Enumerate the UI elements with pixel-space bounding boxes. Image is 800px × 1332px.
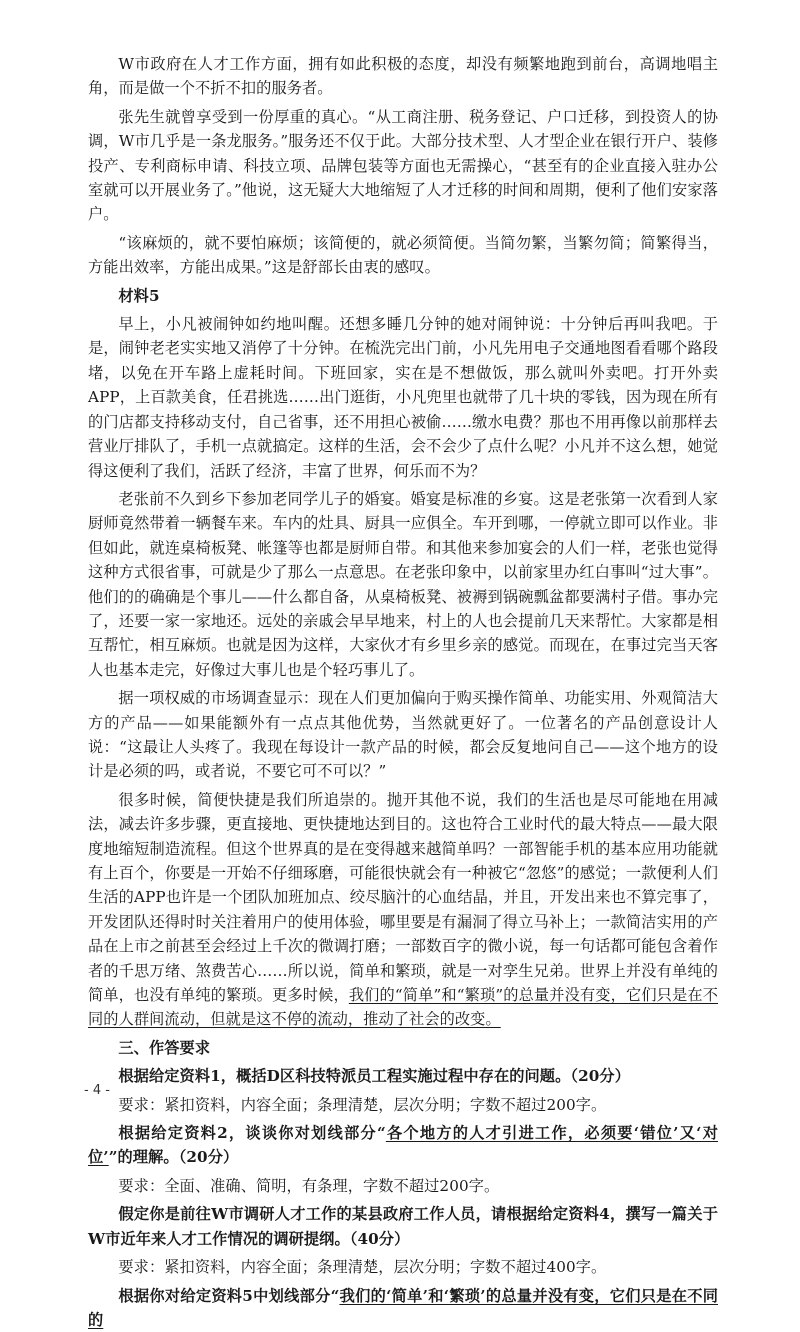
paragraph bbox=[88, 788, 718, 1032]
task-requirement: 要求：紧扣资料，内容全面；条理清楚，层次分明；字数不超过200字。 bbox=[88, 1093, 718, 1117]
task-quote: 我们的‘简单’和‘繁琐’的总量并没有变，它们只是在不同的 bbox=[88, 1287, 718, 1329]
underlined-passage: 我们的“简单”和“繁琐”的总量并没有变，它们只是在不同的人群间流动，但就是这不停的流动，推动了社会的改变。 bbox=[88, 986, 718, 1028]
task-text: 根据你对给定资料5中划线部分“ bbox=[118, 1287, 339, 1305]
task-requirement: 要求：全面、准确、简明，有条理，字数不超过200字。 bbox=[88, 1174, 718, 1198]
task-question bbox=[88, 1284, 718, 1332]
paragraph: “该麻烦的，就不要怕麻烦；该简便的，就必须简便。当简勿繁，当繁勿简；简繁得当，方能出效率，方能出成果。”这是舒部长由衷的感叹。 bbox=[88, 231, 718, 280]
document-page bbox=[88, 52, 718, 1332]
paragraph: W市政府在人才工作方面，拥有如此积极的态度，却没有频繁地跑到前台，高调地唱主角，而是做一个不折不扣的服务者。 bbox=[88, 52, 718, 101]
paragraph: 张先生就曾享受到一份厚重的真心。“从工商注册、税务登记、户口迁移，到投资人的协调，W市几乎是一条龙服务。”服务还不仅于此。大部分技术型、人才型企业在银行开户、装修投产、专利商标申请、科技立项、品牌包装等方面也无需操心，“甚至有的企业直接入驻办公室就可以开展业务了。”他说，这无疑大大地缩短了人才迁移的时间和周期，便利了他们安家落户。 bbox=[88, 105, 718, 227]
task-question: 假定你是前往W市调研人才工作的某县政府工作人员，请根据给定资料4，撰写一篇关于W市近年来人才工作情况的调研提纲。（40分） bbox=[88, 1202, 718, 1251]
task-question bbox=[88, 1121, 718, 1170]
paragraph: 老张前不久到乡下参加老同学儿子的婚宴。婚宴是标准的乡宴。这是老张第一次看到人家厨师竟然带着一辆餐车来。车内的灶具、厨具一应俱全。车开到哪，一停就立即可以作业。非但如此，就连桌椅板凳、帐篷等也都是厨师自带。和其他来参加宴会的人们一样，老张也觉得这种方式很省事，可就是少了那么一点意思。在老张印象中，以前家里办红白事叫“过大事”。他们的的确确是个事儿——什么都自备，从桌椅板凳、被褥到锅碗瓢盆都要满村子借。事办完了，还要一家一家地还。远处的亲戚会早早地来，村上的人也会提前几天来帮忙。大家都是相互帮忙，相互麻烦。也就是因为这样，大家伙才有乡里乡亲的感觉。而现在，在事过完当天客人也基本走完，好像过大事儿也是个轻巧事儿了。 bbox=[88, 487, 718, 682]
task-requirement: 要求：紧扣资料，内容全面；条理清楚，层次分明；字数不超过400字。 bbox=[88, 1255, 718, 1279]
task-quote: 各个地方的人才引进工作，必须要‘错位’又‘对位’ bbox=[88, 1124, 718, 1166]
section-title: 三、作答要求 bbox=[88, 1036, 718, 1060]
page-number: - 4 - bbox=[84, 1083, 110, 1098]
task-text: ”的理解。（20分） bbox=[109, 1148, 239, 1166]
material-heading: 材料5 bbox=[88, 284, 718, 308]
paragraph: 早上，小凡被闹钟如约地叫醒。还想多睡几分钟的她对闹钟说：十分钟后再叫我吧。于是，闹钟老老实实地又消停了十分钟。在梳洗完出门前，小凡先用电子交通地图看看哪个路段堵，以免在开车路上虚耗时间。下班回家，实在是不想做饭，那么就叫外卖吧。打开外卖APP，上百款美食，任君挑选……出门逛街，小凡兜里也就带了几十块的零钱，因为现在所有的门店都支持移动支付，自己省事，还不用担心被偷……缴水电费？那也不用再像以前那样去营业厅排队了，手机一点就搞定。这样的生活，会不会少了点什么呢？小凡并不这么想，她觉得这便利了我们，活跃了经济，丰富了世界，何乐而不为？ bbox=[88, 312, 718, 483]
task-question: 根据给定资料1，概括D区科技特派员工程实施过程中存在的问题。（20分） bbox=[88, 1064, 718, 1088]
paragraph-text: 很多时候，简便快捷是我们所追崇的。抛开其他不说，我们的生活也是尽可能地在用减法，减去许多步骤，更直接地、更快捷地达到目的。这也符合工业时代的最大特点——最大限度地缩短制造流程。但这个世界真的是在变得越来越简单吗？一部智能手机的基本应用功能就有上百个，你要是一开始不仔细琢磨，可能很快就会有一种被它“忽悠”的感觉；一款便利人们生活的APP也许是一个团队加班加点、绞尽脑汁的心血结晶，并且，开发出来也不算完事了，开发团队还得时时关注着用户的使用体验，哪里要是有漏洞了得立马补上；一款简洁实用的产品在上市之前甚至会经过上千次的微调打磨；一部数百字的微小说，每一句话都可能包含着作者的千思万绪、煞费苦心……所以说，简单和繁琐，就是一对孪生兄弟。世界上并没有单纯的简单，也没有单纯的繁琐。更多时候， bbox=[88, 791, 718, 1004]
paragraph: 据一项权威的市场调查显示：现在人们更加偏向于购买操作简单、功能实用、外观简洁大方的产品——如果能额外有一点点其他优势，当然就更好了。一位著名的产品创意设计人说：“这最让人头疼了。我现在每设计一款产品的时候，都会反复地问自己——这个地方的设计是必须的吗，或者说，不要它可不可以？” bbox=[88, 686, 718, 784]
task-text: 根据给定资料2，谈谈你对划线部分“ bbox=[118, 1124, 385, 1142]
